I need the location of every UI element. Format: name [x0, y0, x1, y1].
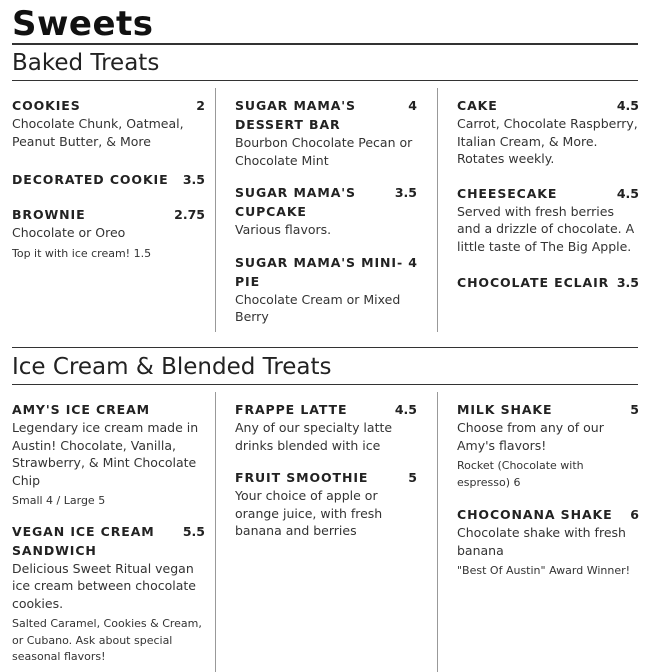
item-name: DECORATED COOKIE	[12, 172, 169, 187]
column-divider	[437, 88, 438, 332]
menu-column	[12, 400, 205, 666]
item-note: "Best Of Austin" Award Winner!	[457, 564, 631, 577]
item-price: 5	[630, 402, 639, 417]
item-name: BROWNIE	[12, 207, 86, 222]
item-description: Chocolate or Oreo	[12, 225, 126, 240]
column-divider	[215, 392, 216, 672]
section-title-ice-cream: Ice Cream & Blended Treats	[12, 354, 332, 380]
item-price: 4.5	[616, 185, 639, 201]
menu-item	[457, 184, 639, 256]
section-title-baked-treats: Baked Treats	[12, 50, 160, 76]
item-description: Any of our specialty latte drinks blended with ice	[235, 420, 393, 453]
section-rule	[12, 384, 638, 385]
item-description: Choose from any of our Amy's flavors!	[457, 420, 604, 453]
item-name: CHOCONANA SHAKE	[457, 507, 613, 522]
item-description: Delicious Sweet Ritual vegan ice cream between chocolate cookies.	[12, 560, 196, 611]
item-name: MILK SHAKE	[457, 402, 553, 417]
item-price: 2	[196, 98, 205, 113]
menu-item	[235, 183, 417, 239]
page-title: Sweets	[12, 4, 154, 44]
menu-item	[12, 400, 205, 510]
section-rule	[12, 80, 638, 81]
item-price: 3.5	[394, 185, 417, 200]
item-price: 6	[630, 507, 639, 522]
item-name: FRUIT SMOOTHIE	[235, 470, 369, 485]
item-price: 4.5	[616, 98, 639, 113]
column-divider	[215, 88, 216, 332]
item-price: 4	[408, 254, 417, 270]
item-price: 3.5	[616, 275, 639, 290]
item-price: 4.5	[394, 402, 417, 417]
item-note: Salted Caramel, Cookies & Cream, or Cubano. Ask about special seasonal flavors!	[12, 617, 202, 663]
item-name: COOKIES	[12, 98, 81, 113]
item-description: Your choice of apple or orange juice, with fresh banana and berries	[235, 488, 383, 538]
menu-item	[12, 96, 205, 150]
menu-item	[235, 468, 417, 540]
menu-item	[12, 522, 205, 666]
menu-item	[235, 400, 417, 454]
item-name: SUGAR MAMA'S MINI-PIE	[235, 254, 404, 289]
section-rule	[12, 347, 638, 348]
item-description: Various flavors.	[235, 222, 332, 237]
menu-item	[457, 96, 639, 168]
item-name: AMY'S ICE CREAM	[12, 402, 151, 417]
menu-column	[457, 400, 639, 580]
item-name: VEGAN ICE CREAM SANDWICH	[12, 523, 155, 558]
item-price: 2.75	[174, 207, 205, 222]
item-description: Bourbon Chocolate Pecan or Chocolate Mint	[235, 135, 413, 168]
item-description: Legendary ice cream made in Austin! Chocolate, Vanilla, Strawberry, & Mint Chocolate Chip	[12, 420, 199, 488]
title-rule	[12, 43, 638, 45]
item-note: Small 4 / Large 5	[12, 494, 106, 507]
menu-item	[457, 273, 639, 292]
item-description: Carrot, Chocolate Raspberry, Italian Cream, & More. Rotates weekly.	[457, 116, 638, 166]
item-description: Chocolate Cream or Mixed Berry	[235, 291, 401, 324]
item-price: 5	[408, 470, 417, 485]
item-price: 3.5	[182, 172, 205, 187]
item-name: CHOCOLATE ECLAIR	[457, 275, 610, 290]
item-name: SUGAR MAMA'S CUPCAKE	[235, 185, 356, 219]
menu-column	[235, 400, 417, 540]
column-divider	[437, 392, 438, 672]
menu-column	[12, 96, 205, 262]
menu-item	[235, 96, 417, 169]
item-description: Chocolate Chunk, Oatmeal, Peanut Butter, & More	[12, 116, 184, 149]
item-name: CHEESECAKE	[457, 185, 558, 201]
item-price: 5.5	[182, 523, 205, 539]
menu-column	[457, 96, 639, 292]
item-note: Top it with ice cream! 1.5	[12, 246, 152, 260]
item-name: FRAPPE LATTE	[235, 402, 348, 417]
menu-column	[235, 96, 417, 326]
item-name: SUGAR MAMA'S DESSERT BAR	[235, 98, 356, 132]
menu-item	[235, 253, 417, 326]
menu-item	[12, 205, 205, 262]
item-name: CAKE	[457, 98, 498, 113]
item-description: Chocolate shake with fresh banana	[457, 525, 626, 558]
menu-item	[457, 505, 639, 580]
item-note: Rocket (Chocolate with espresso) 6	[457, 459, 584, 489]
item-price: 4	[408, 98, 417, 113]
menu-item	[12, 170, 205, 189]
menu-item	[457, 400, 639, 491]
item-description: Served with fresh berries and a drizzle of chocolate. A little taste of The Big Apple.	[457, 203, 635, 254]
